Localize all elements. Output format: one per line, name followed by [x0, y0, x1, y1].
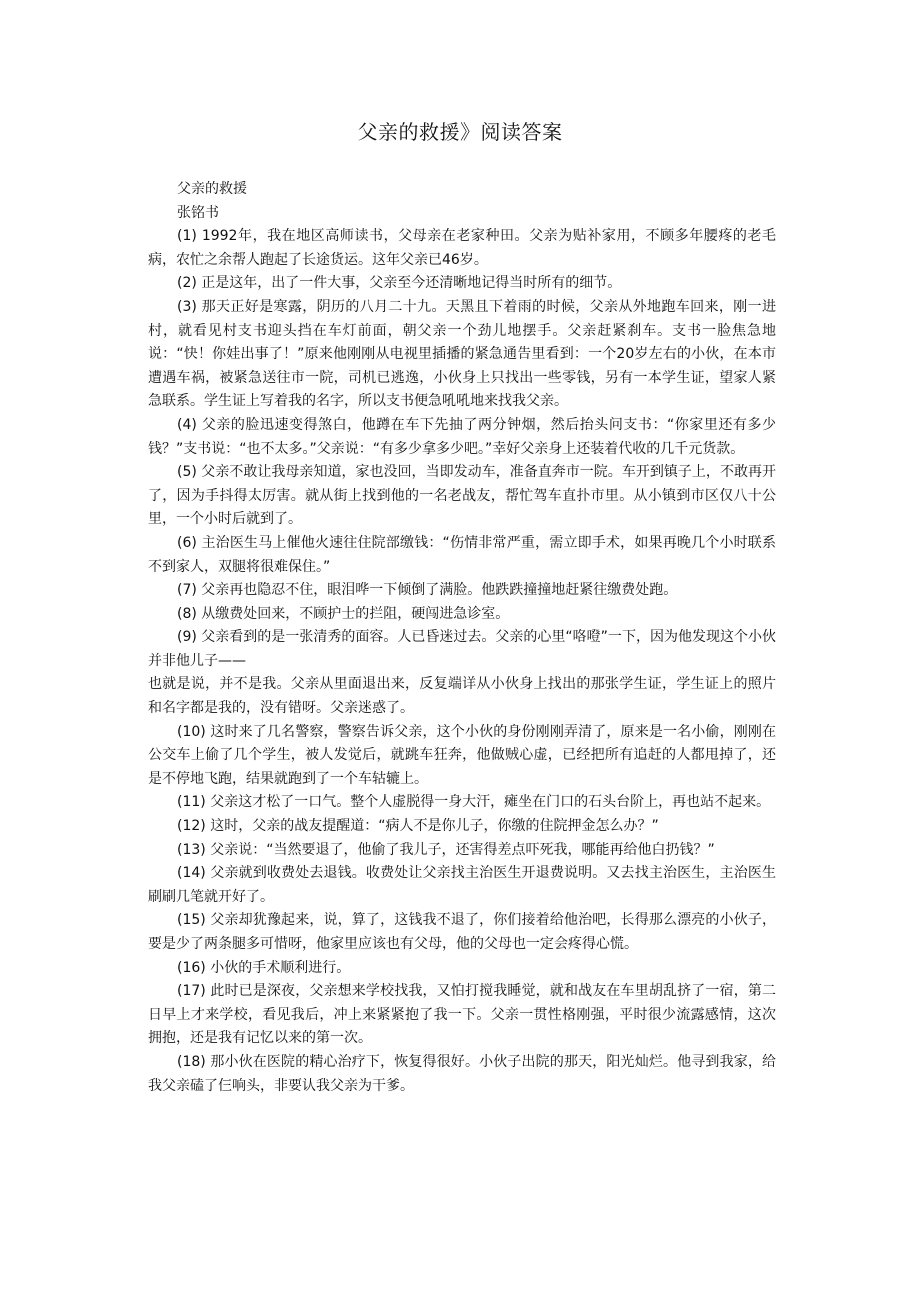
- paragraph: (10) 这时来了几名警察，警察告诉父亲，这个小伙的身份刚刚弄清了，原来是一名小偷，刚刚在公交车上偷了几个学生，被人发觉后，就跳车狂奔，他做贼心虚，已经把所有追赶的人都甩掉了，还是不停地飞跑，结果就跑到了一个车轱辘上。: [148, 723, 776, 787]
- paragraph: (4) 父亲的脸迅速变得煞白，他蹲在车下先抽了两分钟烟，然后抬头问支书：“你家里还有多少钱？”支书说：“也不太多。”父亲说：“有多少拿多少吧。”幸好父亲身上还装着代收的几千元货款。: [148, 416, 776, 457]
- paragraph: (13) 父亲说：“当然要退了，他偷了我儿子，还害得差点吓死我，哪能再给他白扔钱？”: [177, 841, 715, 858]
- paragraph: (18) 那小伙在医院的精心治疗下，恢复得很好。小伙子出院的那天，阳光灿烂。他寻到我家，给我父亲磕了仨响头，非要认我父亲为干爹。: [148, 1053, 776, 1094]
- paragraph: (2) 正是这年，出了一件大事，父亲至今还清晰地记得当时所有的细节。: [177, 275, 622, 292]
- paragraph: (11) 父亲这才松了一口气。整个人虚脱得一身大汗，瘫坐在门口的石头台阶上，再也站不起来。: [177, 794, 771, 811]
- paragraph: (15) 父亲却犹豫起来，说，算了，这钱我不退了，你们接着给他治吧，长得那么漂亮的小伙子，要是少了两条腿多可惜呀，他家里应该也有父母，他的父母也一定会疼得心慌。: [148, 912, 776, 952]
- paragraph: (17) 此时已是深夜，父亲想来学校找我，又怕打搅我睡觉，就和战友在车里胡乱挤了一宿，第二日早上才来学校，看见我后，冲上来紧紧抱了我一下。父亲一贯性格刚强，平时很少流露感情，这次拥抱，还是我有记忆以来的第一次。: [148, 983, 776, 1047]
- paragraph: (6) 主治医生马上催他火速往住院部缴钱：“伤情非常严重，需立即手术，如果再晚几个小时联系不到家人，双腿将很难保住。”: [148, 534, 776, 575]
- paragraph: (5) 父亲不敢让我母亲知道，家也没回，当即发动车，准备直奔市一院。车开到镇子上，不敢再开了，因为手抖得太厉害。就从街上找到他的一名老战友，帮忙驾车直扑市里。从小镇到市区仅八十公里，一个小时后就到了。: [148, 464, 776, 528]
- paragraph: (9) 父亲看到的是一张清秀的面容。人已昏迷过去。父亲的心里“咯噔”一下，因为他发现这个小伙并非他儿子——: [148, 629, 776, 669]
- story-title: 父亲的救援: [177, 181, 247, 197]
- paragraph: (7) 父亲再也隐忍不住，眼泪哗一下倾倒了满脸。他跌跌撞撞地赶紧往缴费处跑。: [177, 582, 678, 599]
- paragraph: (12) 这时，父亲的战友提醒道：“病人不是你儿子，你缴的住院押金怎么办？”: [177, 818, 659, 835]
- page-title: 父亲的救援》阅读答案: [357, 120, 563, 144]
- paragraph: (14) 父亲就到收费处去退钱。收费处让父亲找主治医生开退费说明。又去找主治医生，主治医生刷刷几笔就开好了。: [148, 865, 776, 905]
- paragraph: 也就是说，并不是我。父亲从里面退出来，反复端详从小伙身上找出的那张学生证，学生证上的照片和名字都是我的，没有错呀。父亲迷惑了。: [148, 676, 776, 717]
- paragraph: (3) 那天正好是寒露，阴历的八月二十九。天黑且下着雨的时候，父亲从外地跑车回来，刚一进村，就看见村支书迎头挡在车灯前面，朝父亲一个劲儿地摆手。父亲赶紧刹车。支书一脸焦急地说：“快！你娃出事了！”原来他刚刚从电视里插播的紧急通告里看到：一个20岁左右的小伙，在本市遭遇车祸，被紧急送往市一院，司机已逃逸，小伙身上只找出一些零钱，另有一本学生证，望家人紧急联系。学生证上写着我的名字，所以支书便急吼吼地来找我父亲。: [148, 298, 776, 410]
- paragraph: (16) 小伙的手术顺利进行。: [177, 959, 351, 976]
- paragraph: (8) 从缴费处回来，不顾护士的拦阻，硬闯进急诊室。: [177, 605, 510, 622]
- article-body: [148, 178, 776, 1098]
- paragraph: (1) 1992年，我在地区高师读书，父母亲在老家种田。父亲为贴补家用，不顾多年腰疼的老毛病，农忙之余帮人跑起了长途货运。这年父亲已46岁。: [148, 228, 776, 268]
- author: 张铭书: [177, 204, 219, 221]
